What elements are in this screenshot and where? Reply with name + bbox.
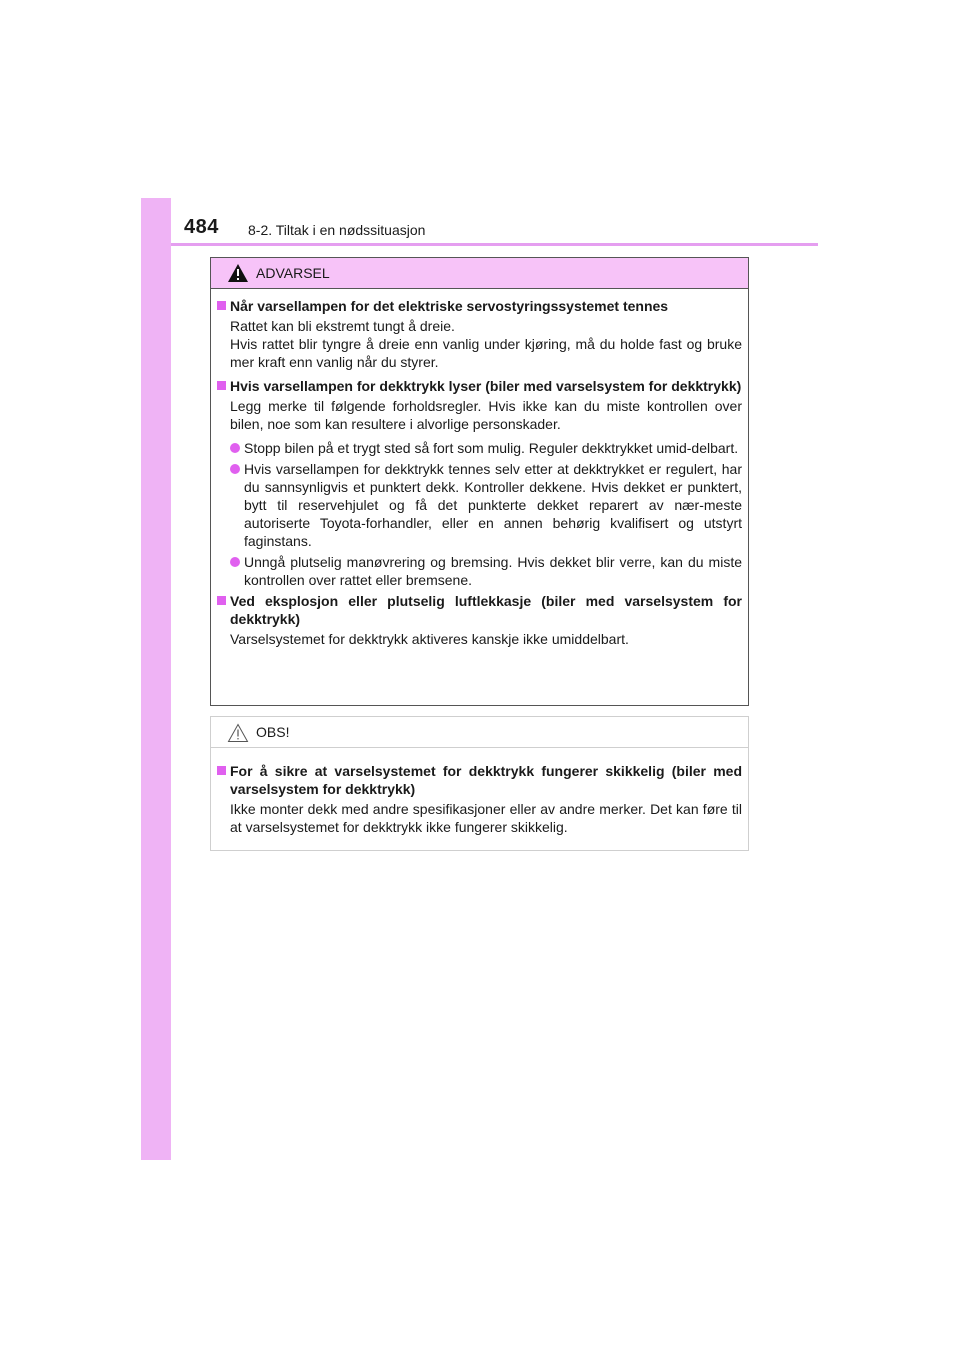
caution-triangle-icon bbox=[227, 723, 249, 743]
square-bullet-icon bbox=[217, 301, 226, 310]
notice-content bbox=[211, 748, 748, 836]
notice-box bbox=[210, 716, 749, 851]
notice-label: OBS! bbox=[256, 724, 290, 740]
round-bullet-icon bbox=[230, 443, 240, 453]
item-paragraph: Rattet kan bli ekstremt tungt å dreie. Hvis rattet blir tyngre å dreie enn vanlig under kjøring, må du holde fast og bruke mer kraft enn vanlig når du styrer. bbox=[230, 318, 742, 370]
item-title-text: Ved eksplosjon eller plutselig luftlekkasje (biler med varselsystem for dekktrykk) bbox=[230, 593, 742, 627]
warning-box bbox=[210, 257, 749, 706]
item-title-text: Når varsellampen for det elektriske servostyringssystemet tennes bbox=[230, 298, 669, 314]
header-rule bbox=[171, 243, 818, 246]
item-paragraph: Varselsystemet for dekktrykk aktiveres kanskje ikke umiddelbart. bbox=[230, 631, 629, 647]
section-title: 8-2. Tiltak i en nødssituasjon bbox=[248, 222, 426, 238]
item-title-text: Hvis varsellampen for dekktrykk lyser (biler med varselsystem for dekktrykk) bbox=[230, 378, 742, 394]
square-bullet-icon bbox=[217, 381, 226, 390]
round-bullet-icon bbox=[230, 464, 240, 474]
square-bullet-icon bbox=[217, 596, 226, 605]
item-title bbox=[217, 297, 742, 315]
item-paragraph: Ikke monter dekk med andre spesifikasjoner eller av andre merker. Det kan føre til at varselsystemet for dekktrykk ikke fungerer skikkelig. bbox=[230, 801, 742, 835]
item-paragraph: Legg merke til følgende forholdsregler. Hvis ikke kan du miste kontrollen over bilen, noe som kan resultere i alvorlige personskader. bbox=[230, 398, 742, 432]
square-bullet-icon bbox=[217, 766, 226, 775]
item-title-text: For å sikre at varselsystemet for dekktrykk fungerer skikkelig (biler med varselsystem for dekktrykk) bbox=[230, 763, 742, 797]
warning-label: ADVARSEL bbox=[256, 265, 330, 281]
warning-triangle-icon bbox=[227, 263, 249, 283]
bullet-item bbox=[230, 439, 742, 457]
item-title bbox=[217, 592, 742, 628]
bullet-item bbox=[230, 460, 742, 550]
page-number: 484 bbox=[184, 216, 219, 238]
round-bullet-icon bbox=[230, 557, 240, 567]
notice-item bbox=[217, 762, 742, 836]
warning-item bbox=[217, 377, 742, 589]
item-title bbox=[217, 377, 742, 395]
chapter-side-strip bbox=[141, 198, 171, 1160]
bullet-text: Hvis varsellampen for dekktrykk tennes selv etter at dekktrykket er regulert, har du sannsynligvis et punktert dekk. Kontroller dekkene. Hvis dekket er punktert, bytt til reservehjulet og få det punkterte dekket reparert av nær-meste autoriserte Toyota-forhandler, eller en annen behørig kvalifisert og utstyrt faginstans. bbox=[244, 461, 742, 549]
warning-item bbox=[217, 592, 742, 648]
warning-content bbox=[211, 289, 748, 648]
bullet-text: Unngå plutselig manøvrering og bremsing. Hvis dekket blir verre, kan du miste kontrollen over rattet eller bremsene. bbox=[244, 554, 742, 588]
notice-header bbox=[211, 717, 748, 748]
warning-item bbox=[217, 297, 742, 371]
bullet-text: Stopp bilen på et trygt sted så fort som mulig. Reguler dekktrykket umid-delbart. bbox=[244, 440, 739, 456]
item-title bbox=[217, 762, 742, 798]
bullet-item bbox=[230, 553, 742, 589]
warning-header bbox=[211, 258, 748, 289]
